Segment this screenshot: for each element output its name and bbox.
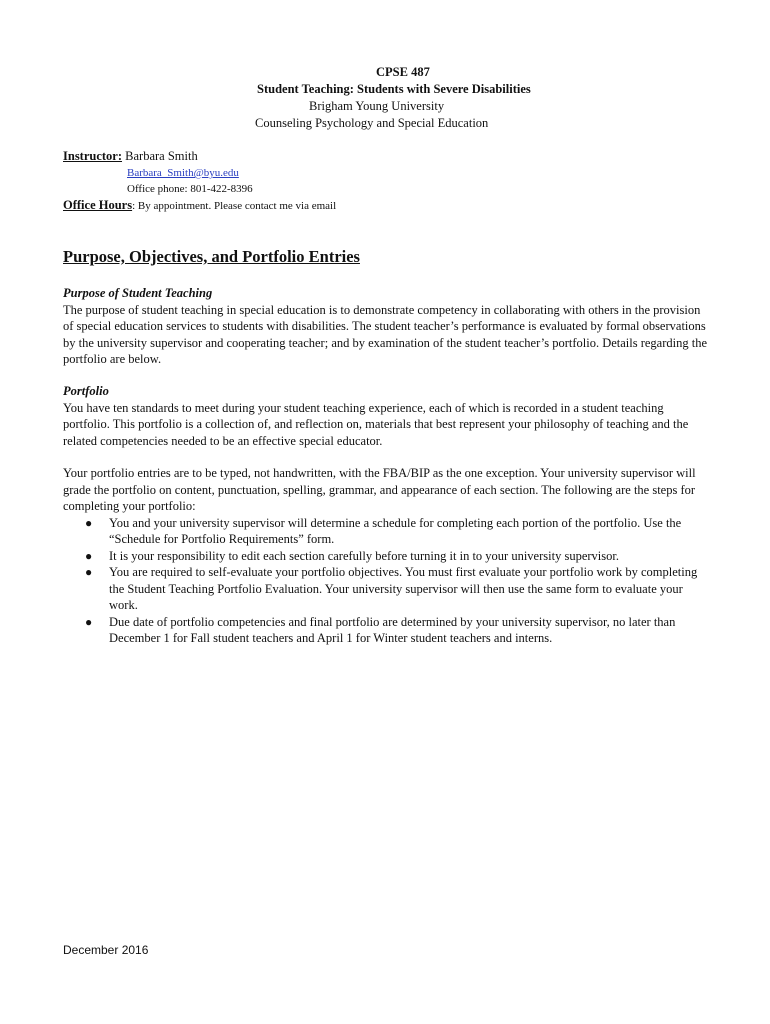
department-name: Counseling Psychology and Special Education xyxy=(255,116,489,130)
bullet-icon: ● xyxy=(85,515,93,530)
portfolio-body-1: You have ten standards to meet during your student teaching experience, each of which is recorded in a student teaching portfolio. This portfolio is a collection of, and reflection on, materials that best represent your philosophy of teaching and the related competencies needed to be an effective special educator. xyxy=(63,400,689,448)
university-name: Brigham Young University xyxy=(309,99,445,113)
list-item: ● Due date of portfolio competencies and final portfolio are determined by your university supervisor, no later than December 1 for Fall student teachers and April 1 for Winter student teachers and interns. xyxy=(85,614,676,645)
bullet-icon: ● xyxy=(85,548,93,563)
section-heading: Purpose, Objectives, and Portfolio Entries xyxy=(63,247,360,266)
instructor-phone: Office phone: 801-422-8396 xyxy=(127,183,253,195)
footer-date: December 2016 xyxy=(63,943,149,957)
list-item: ● You and your university supervisor will determine a schedule for completing each portion of the portfolio. Use the “Schedule for Portfolio Requirements” form. xyxy=(85,515,682,546)
instructor-email-link[interactable]: Barbara_Smith@byu.edu xyxy=(127,167,239,179)
course-title: Student Teaching: Students with Severe Disabilities xyxy=(257,82,531,96)
office-hours-text: : By appointment. Please contact me via email xyxy=(132,200,337,212)
portfolio-body-2: Your portfolio entries are to be typed, not handwritten, with the FBA/BIP as the one exception. Your university supervisor will grade the portfolio on content, punctuation, spelling, grammar, and appearance of each section. The following are the steps for completing your portfolio: xyxy=(63,466,696,513)
portfolio-section xyxy=(63,383,713,647)
course-code: CPSE 487 xyxy=(376,65,430,79)
instructor-name: Barbara Smith xyxy=(125,149,198,163)
bullet-icon: ● xyxy=(85,614,93,629)
bullet-icon: ● xyxy=(85,565,93,579)
purpose-title: Purpose of Student Teaching xyxy=(63,286,213,300)
instructor-label: Instructor: xyxy=(63,149,123,163)
purpose-section xyxy=(63,285,713,368)
portfolio-steps-list xyxy=(63,515,713,647)
portfolio-title: Portfolio xyxy=(63,384,109,398)
office-hours-label: Office Hours xyxy=(63,198,133,212)
list-item: ● You are required to self-evaluate your portfolio objectives. You must first evaluate your portfolio work by completing the Student Teaching Portfolio Evaluation. Your university supervisor will then use the same form to evaluate your work. xyxy=(85,565,698,612)
list-item: ● It is your responsibility to edit each section carefully before turning it in to your university supervisor. xyxy=(85,548,619,563)
instructor-info xyxy=(63,148,336,215)
purpose-body: The purpose of student teaching in special education is to demonstrate competency in collaborating with others in the provision of special education services to students with disabilities. The student teacher’s performance is evaluated by formal observations by the university supervisor and cooperating teacher; and by examination of the student teacher’s portfolio. Details regarding the portfolio are below. xyxy=(63,302,708,366)
